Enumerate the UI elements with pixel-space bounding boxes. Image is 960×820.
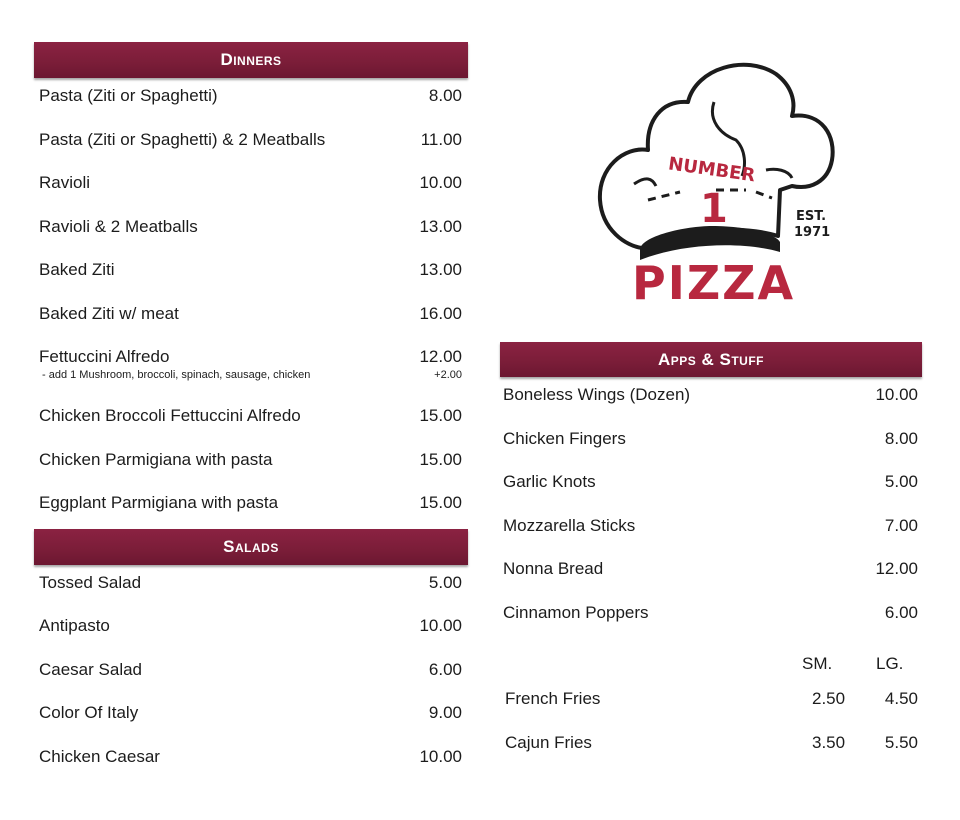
item-name: Baked Ziti	[39, 260, 115, 279]
menu-item	[500, 377, 922, 421]
item-price: 15.00	[419, 493, 462, 512]
menu-item	[500, 421, 922, 465]
addon-price: +2.00	[434, 369, 462, 381]
menu-item	[500, 681, 922, 725]
menu-item	[500, 725, 922, 769]
size-header-row	[500, 638, 922, 681]
menu-item	[34, 252, 468, 296]
dinners-list	[34, 78, 468, 529]
item-price: 6.00	[428, 659, 462, 679]
dinners-header: Dinners	[34, 42, 468, 78]
item-name: Mozzarella Sticks	[503, 515, 636, 535]
item-name: Caesar Salad	[39, 659, 143, 679]
chef-hat-icon	[596, 50, 836, 310]
item-price: 11.00	[420, 129, 462, 149]
item-name: Tossed Salad	[39, 572, 142, 592]
apps-list	[500, 377, 922, 638]
left-column	[34, 42, 468, 782]
item-price-large: 4.50	[884, 689, 918, 708]
item-name: Cinnamon Poppers	[503, 602, 649, 622]
menu-item	[34, 695, 468, 739]
item-price-small: 2.50	[812, 689, 846, 708]
item-name: Color Of Italy	[39, 703, 139, 722]
salads-list	[34, 565, 468, 783]
menu-item	[34, 78, 468, 122]
size-large-header: LG.	[876, 654, 904, 673]
item-name: Ravioli	[39, 173, 91, 192]
item-name: Chicken Parmigiana with pasta	[39, 449, 273, 469]
item-price: 6.00	[884, 602, 918, 622]
item-name: Cajun Fries	[505, 732, 592, 752]
item-price: 13.00	[419, 216, 462, 236]
item-price: 16.00	[419, 303, 462, 323]
item-price: 5.00	[428, 572, 462, 592]
item-price: 10.00	[875, 385, 918, 404]
menu-item	[500, 595, 922, 639]
number-1-pizza-logo	[596, 50, 836, 310]
item-name: Eggplant Parmigiana with pasta	[39, 493, 279, 512]
size-small-header: SM.	[802, 654, 833, 673]
menu-item	[34, 296, 468, 340]
menu-item	[34, 652, 468, 696]
item-price-small: 3.50	[812, 732, 846, 752]
item-price: 10.00	[419, 173, 462, 192]
item-price: 8.00	[428, 86, 462, 105]
item-name: Baked Ziti w/ meat	[39, 303, 179, 323]
item-name: Boneless Wings (Dozen)	[503, 385, 691, 404]
fries-list	[500, 681, 922, 768]
logo-year: 1971	[794, 225, 831, 240]
logo-number-word: NUMBER	[666, 153, 757, 187]
menu-item	[34, 122, 468, 166]
item-price: 12.00	[875, 559, 918, 578]
menu-item	[34, 339, 468, 398]
item-price-large: 5.50	[884, 732, 918, 752]
logo-est: EST.	[796, 209, 827, 224]
item-name: Fettuccini Alfredo	[39, 347, 170, 366]
menu-item	[500, 464, 922, 508]
menu-item	[34, 739, 468, 783]
item-price: 5.00	[884, 472, 918, 491]
item-name: Chicken Caesar	[39, 746, 160, 766]
item-name: Ravioli & 2 Meatballs	[39, 216, 198, 236]
logo-brand-pizza: PIZZA	[632, 256, 796, 310]
item-price: 15.00	[419, 406, 462, 425]
item-name: Pasta (Ziti or Spaghetti) & 2 Meatballs	[39, 129, 326, 149]
salads-header: Salads	[34, 529, 468, 565]
menu-item	[34, 442, 468, 486]
item-name: Antipasto	[39, 616, 110, 635]
menu-item	[34, 398, 468, 442]
menu-item	[34, 565, 468, 609]
logo-number-1: 1	[700, 186, 728, 232]
item-price: 8.00	[884, 428, 918, 448]
menu-item	[34, 165, 468, 209]
item-name: Nonna Bread	[503, 559, 604, 578]
menu-item	[34, 485, 468, 529]
menu-item	[500, 508, 922, 552]
item-price: 9.00	[428, 703, 462, 722]
item-price: 7.00	[884, 515, 918, 535]
item-name: French Fries	[505, 689, 601, 708]
item-name: Garlic Knots	[503, 472, 596, 491]
item-price: 10.00	[419, 616, 462, 635]
item-price: 13.00	[419, 260, 462, 279]
apps-header: Apps & Stuff	[500, 342, 922, 377]
item-name: Chicken Fingers	[503, 428, 626, 448]
item-name: Chicken Broccoli Fettuccini Alfredo	[39, 406, 301, 425]
item-price: 10.00	[419, 746, 462, 766]
item-name: Pasta (Ziti or Spaghetti)	[39, 86, 218, 105]
item-price: 12.00	[419, 347, 462, 366]
menu-item	[34, 608, 468, 652]
right-column	[500, 342, 922, 768]
menu-item	[500, 551, 922, 595]
addon-note: - add 1 Mushroom, broccoli, spinach, sausage, chicken	[42, 369, 311, 381]
menu-item	[34, 209, 468, 253]
item-price: 15.00	[419, 449, 462, 469]
